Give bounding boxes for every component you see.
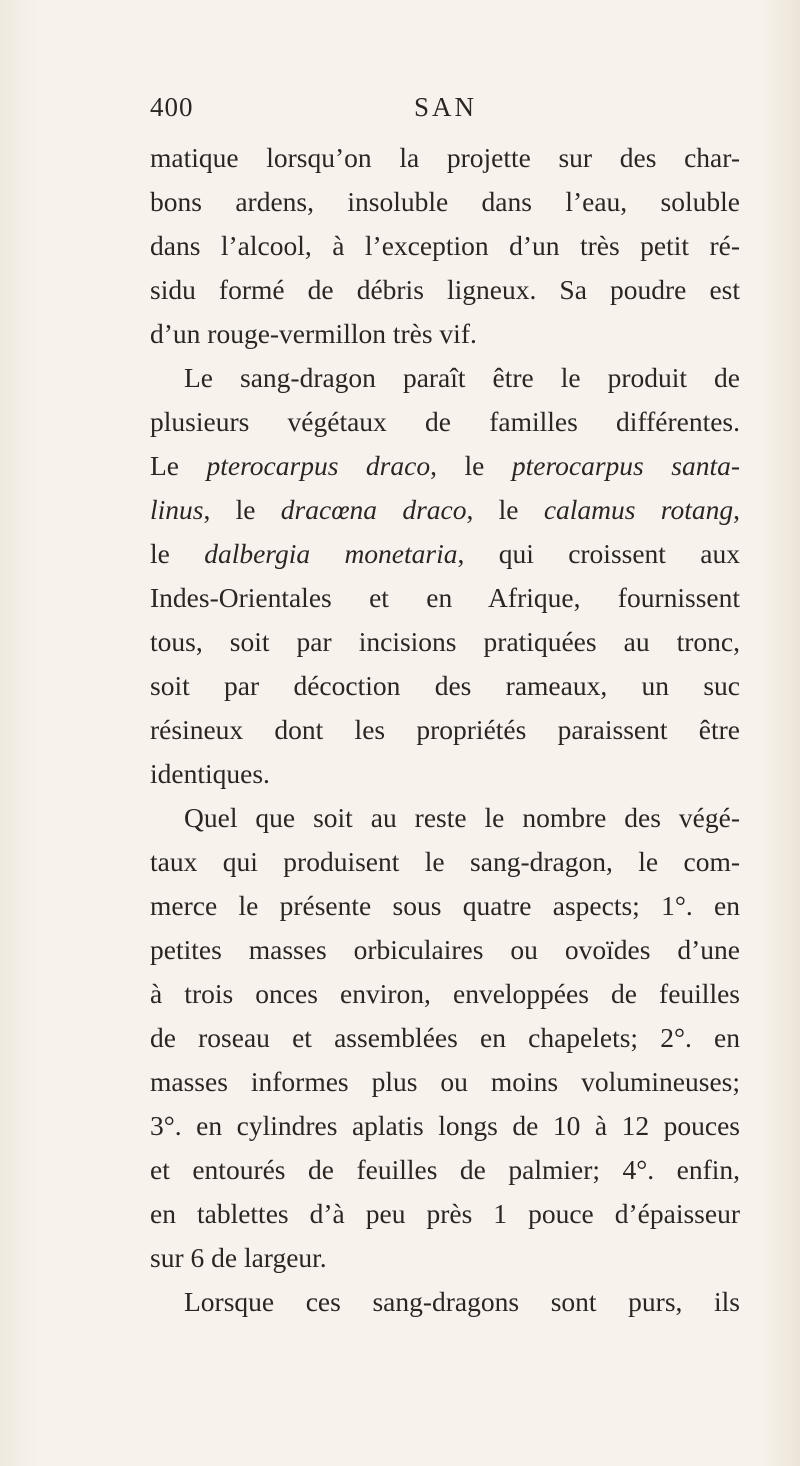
body-text [150,136,740,1324]
plain-text: , le [430,450,512,481]
text-line: merce le présente sous quatre aspects; 1°. en [150,890,740,921]
text-line: sidu formé de débris ligneux. Sa poudre est [150,274,740,305]
italic-species-name: dracœna draco [280,494,467,525]
text-line: de roseau et assemblées en chapelets; 2°. en [150,1022,740,1053]
text-line-with-italics [150,532,740,576]
text-line: résineux dont les propriétés paraissent être [150,714,740,745]
text-line: d’un rouge-vermillon très vif. [150,318,477,349]
italic-species-name: linus [150,494,204,525]
text-line: plusieurs végétaux de familles différentes. [150,406,740,437]
text-line: Le sang-dragon paraît être le produit de [184,362,740,393]
text-line: masses informes plus ou moins volumineuses; [150,1066,740,1097]
text-line: bons ardens, insoluble dans l’eau, soluble [150,186,740,217]
text-line: identiques. [150,758,270,789]
running-head: SAN [414,92,478,122]
plain-text: , le [203,494,281,525]
text-line: et entourés de feuilles de palmier; 4°. enfin, [150,1154,740,1185]
text-line-with-italics [150,488,740,532]
text-line: tous, soit par incisions pratiquées au tronc, [150,626,740,657]
text-line: à trois onces environ, enveloppées de feuilles [150,978,740,1009]
text-line: matique lorsqu’on la projette sur des char- [150,142,740,173]
text-line: 3°. en cylindres aplatis longs de 10 à 12 pouces [150,1110,740,1141]
text-line: dans l’alcool, à l’exception d’un très petit ré- [150,230,740,261]
page-header [150,92,630,128]
plain-text: le [150,538,205,569]
plain-text: Le [150,450,207,481]
italic-species-name: pterocarpus santa- [511,450,740,481]
page-number: 400 [150,92,194,122]
plain-text: , qui croissent aux [457,538,740,569]
italic-species-name: pterocarpus draco [206,450,431,481]
plain-text: , [733,494,740,525]
text-line-with-italics [150,444,740,488]
text-line: taux qui produisent le sang-dragon, le com- [150,846,740,877]
italic-species-name: dalbergia monetaria [204,538,458,569]
text-line: sur 6 de largeur. [150,1242,327,1273]
text-line: Quel que soit au reste le nombre des végé- [184,802,740,833]
text-line: en tablettes d’à peu près 1 pouce d’épaisseur [150,1198,740,1229]
text-line: Indes-Orientales et en Afrique, fournissent [150,582,740,613]
plain-text: , le [466,494,544,525]
text-line: Lorsque ces sang-dragons sont purs, ils [184,1286,740,1317]
italic-species-name: calamus rotang [543,494,734,525]
text-line: petites masses orbiculaires ou ovoïdes d’une [150,934,740,965]
text-line: soit par décoction des rameaux, un suc [150,670,740,701]
